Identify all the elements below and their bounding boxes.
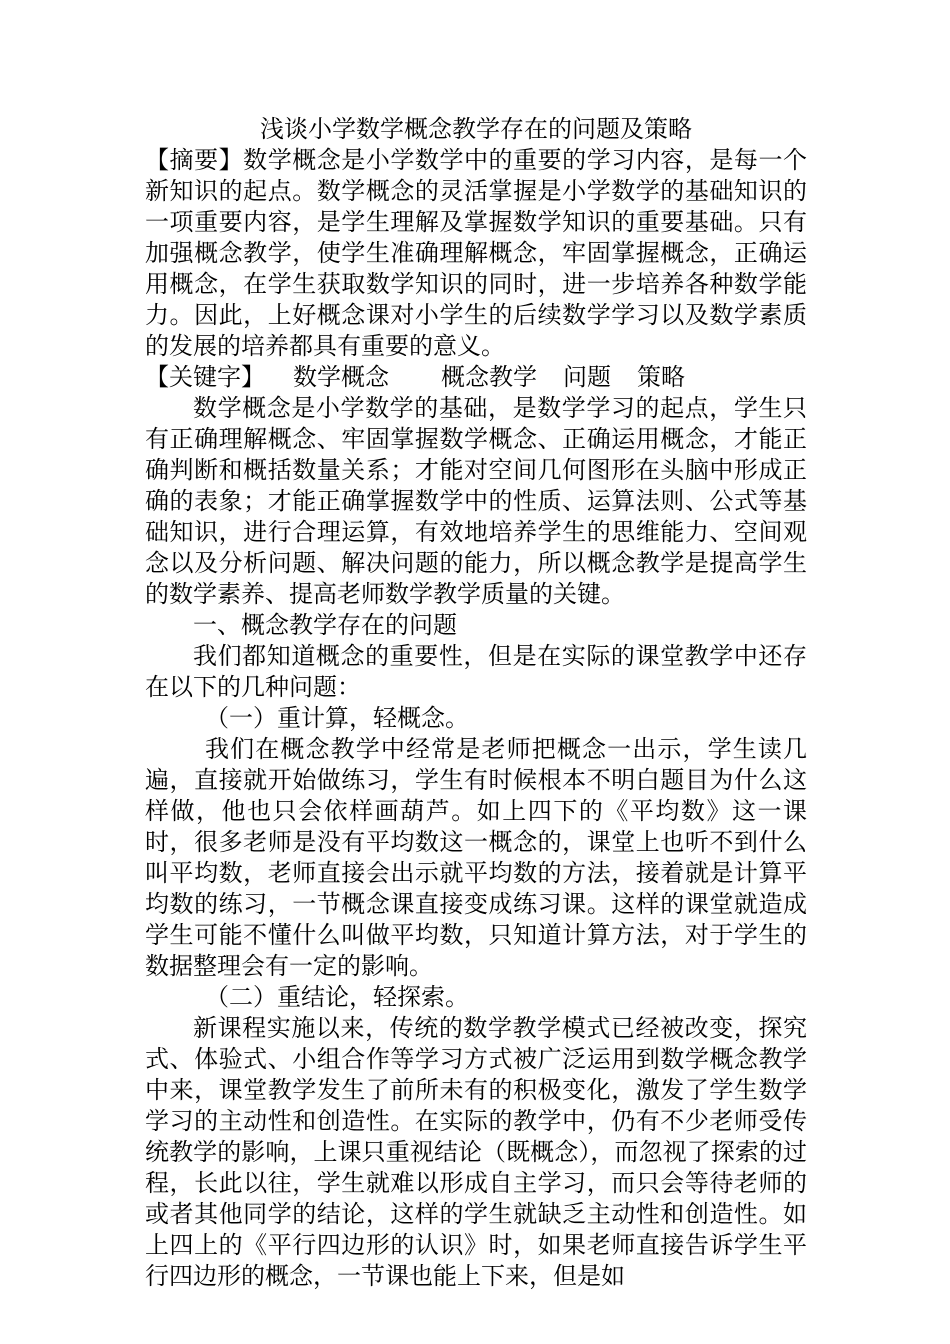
document-title: 浅谈小学数学概念教学存在的问题及策略: [260, 115, 692, 143]
keywords-line: [145, 362, 807, 393]
intro-paragraph: 数学概念是小学数学的基础，是数学学习的起点，学生只有正确理解概念、牢固掌握数学概念、正确运用概念，才能正确判断和概括数量关系；才能对空间几何图形在头脑中形成正确的表象；才能正确掌握数学中的性质、运算法则、公式等基础知识，进行合理运算，有效地培养学生的思维能力、空间观念以及分析问题、解决问题的能力，所以概念教学是提高学生的数学素养、提高老师数学教学质量的关键。: [145, 394, 807, 608]
subsection-heading: （二）重结论，轻探索。: [205, 983, 469, 1011]
keyword-item: 策略: [637, 363, 685, 391]
section-intro-paragraph: 我们都知道概念的重要性，但是在实际的课堂教学中还存在以下的几种问题：: [145, 642, 807, 701]
keyword-item: 问题: [563, 363, 611, 391]
subsection-heading: （一）重计算，轻概念。: [205, 704, 469, 732]
body-paragraph: 我们在概念教学中经常是老师把概念一出示，学生读几遍，直接就开始做练习，学生有时候根本不明白题目为什么这样做，他也只会依样画葫芦。如上四下的《平均数》这一课时，很多老师是没有平均数这一概念的，课堂上也听不到什么叫平均数，老师直接会出示就平均数的方法，接着就是计算平均数的练习，一节概念课直接变成练习课。这样的课堂就造成学生可能不懂什么叫做平均数，只知道计算方法，对于学生的数据整理会有一定的影响。: [145, 735, 807, 980]
keyword-item: 概念教学: [441, 363, 537, 391]
body-paragraph: 新课程实施以来，传统的数学教学模式已经被改变，探究式、体验式、小组合作等学习方式被广泛运用到数学概念教学中来，课堂教学发生了前所未有的积极变化，激发了学生数学学习的主动性和创造性。在实际的教学中，仍有不少老师受传统教学的影响，上课只重视结论（既概念），而忽视了探索的过程，长此以往，学生就难以形成自主学习，而只会等待老师的或者其他同学的结论，这样的学生就缺乏主动性和创造性。如上四上的《平行四边形的认识》时，如果老师直接告诉学生平行四边形的概念，一节课也能上下来，但是如: [145, 1014, 807, 1290]
keywords-label: 【关键字】: [145, 363, 265, 391]
document-page: [145, 114, 807, 1292]
abstract-paragraph: 【摘要】数学概念是小学数学中的重要的学习内容，是每一个新知识的起点。数学概念的灵活掌握是小学数学的基础知识的一项重要内容，是学生理解及掌握数学知识的重要基础。只有加强概念教学，使学生准确理解概念，牢固掌握概念，正确运用概念，在学生获取数学知识的同时，进一步培养各种数学能力。因此，上好概念课对小学生的后续数学学习以及数学素质的发展的培养都具有重要的意义。: [145, 146, 807, 360]
keyword-item: 数学概念: [293, 363, 389, 391]
section-heading: 一、概念教学存在的问题: [193, 611, 457, 639]
